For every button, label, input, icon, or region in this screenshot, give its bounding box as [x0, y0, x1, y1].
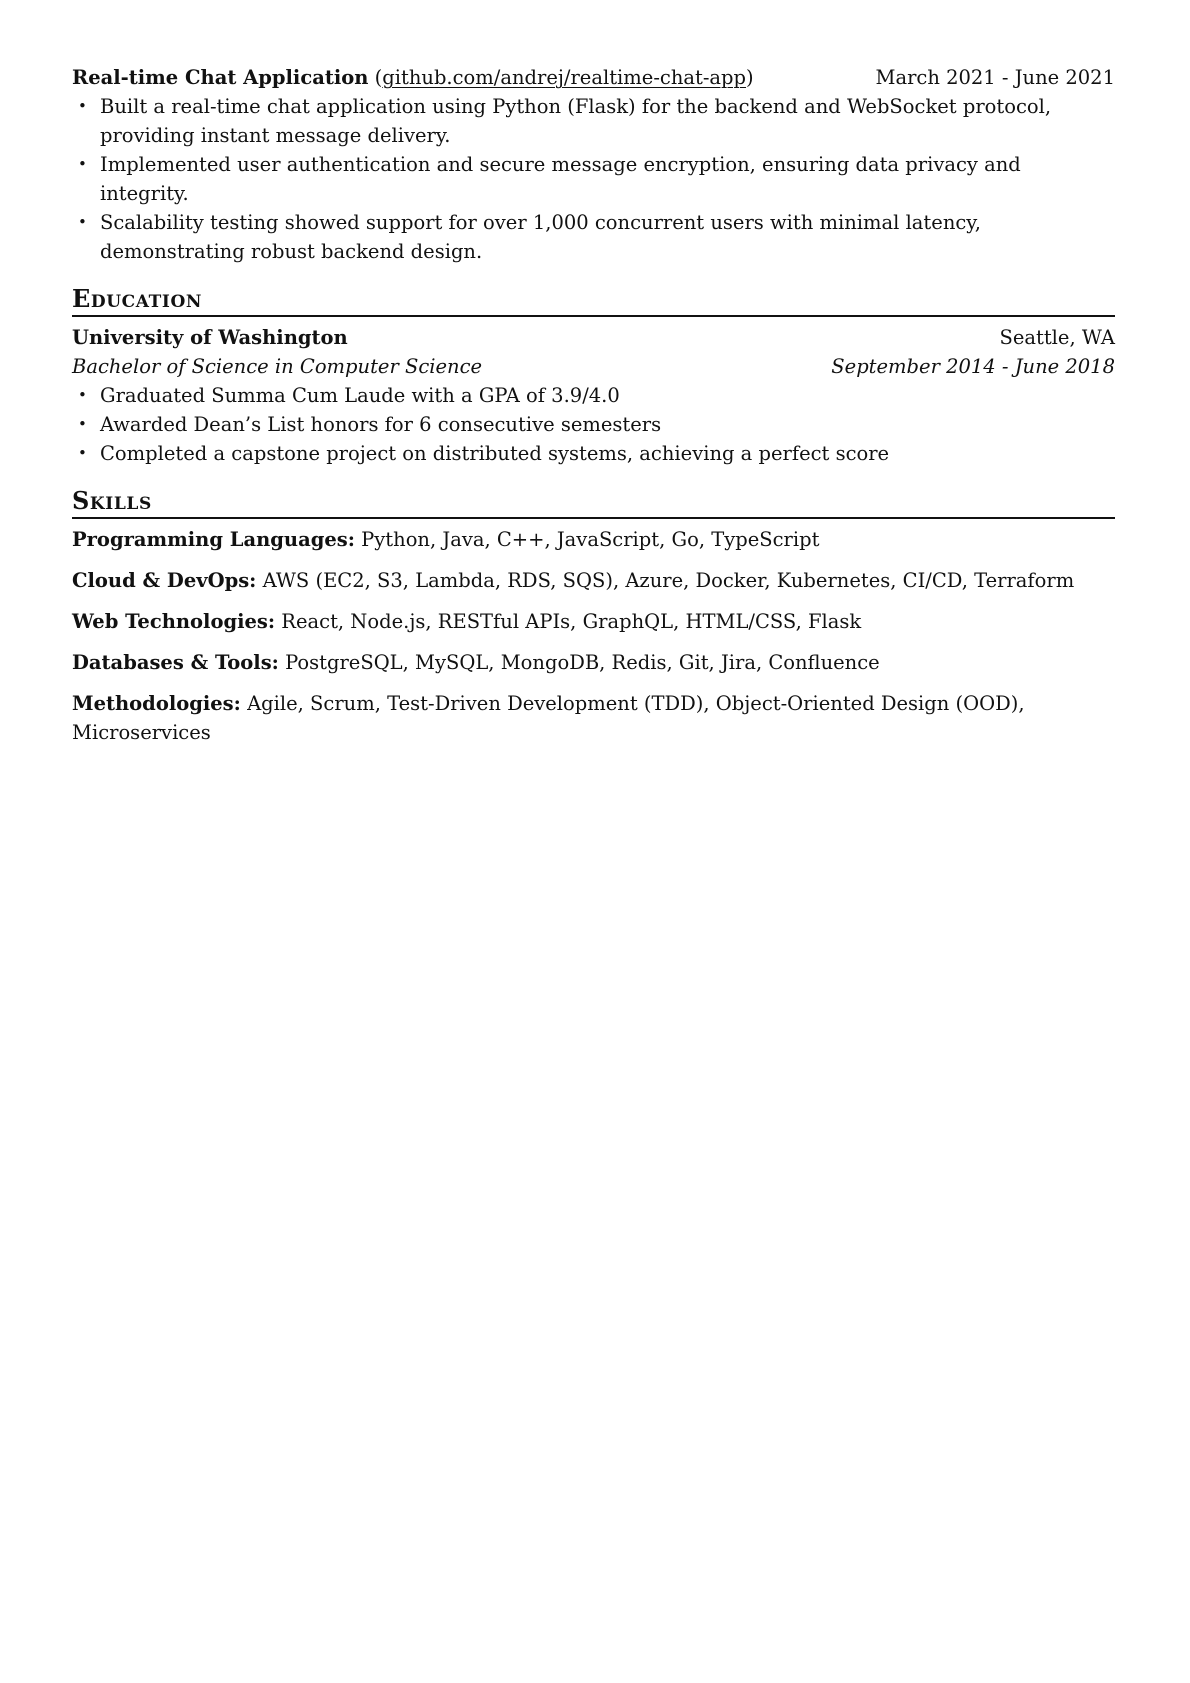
- skill-value: Python, Java, C++, JavaScript, Go, TypeScript: [361, 528, 820, 551]
- bullet-icon: •: [78, 155, 87, 173]
- skill-cloud-devops: [72, 566, 1115, 595]
- list-item: [72, 381, 1115, 410]
- skill-label: Programming Languages:: [72, 528, 355, 551]
- school-location: Seattle, WA: [999, 326, 1115, 349]
- skill-label: Cloud & DevOps:: [72, 569, 257, 592]
- list-item: [72, 208, 1115, 266]
- project-dates: March 2021 - June 2021: [875, 66, 1115, 89]
- skill-label: Databases & Tools:: [72, 651, 279, 674]
- skill-methodologies: [72, 689, 1115, 747]
- list-item: [72, 439, 1115, 468]
- project-link-open: (: [374, 66, 383, 89]
- project-link-close: ): [746, 66, 754, 89]
- skill-value: PostgreSQL, MySQL, MongoDB, Redis, Git, Jira, Confluence: [285, 651, 880, 674]
- project-header: [72, 63, 1115, 92]
- skill-label: Web Technologies:: [72, 610, 276, 633]
- skill-label: Methodologies:: [72, 692, 241, 715]
- bullet-text: Scalability testing showed support for over 1,000 concurrent users with minimal latency, demonstrating robust backend design.: [100, 211, 981, 263]
- bullet-text: Awarded Dean’s List honors for 6 consecutive semesters: [100, 413, 662, 436]
- bullet-text: Implemented user authentication and secure message encryption, ensuring data privacy and integrity.: [100, 153, 1021, 205]
- skill-value: AWS (EC2, S3, Lambda, RDS, SQS), Azure, Docker, Kubernetes, CI/CD, Terraform: [262, 569, 1075, 592]
- project-link[interactable]: github.com/andrej/realtime-chat-app: [382, 66, 747, 89]
- education-section: [72, 284, 1115, 468]
- bullet-icon: •: [78, 386, 87, 404]
- education-heading: Education: [72, 284, 1115, 317]
- bullet-icon: •: [78, 97, 87, 115]
- list-item: [72, 150, 1115, 208]
- project-title-line: [72, 63, 754, 92]
- education-bullets: [72, 381, 1115, 468]
- education-school-row: [72, 323, 1115, 352]
- skill-web-technologies: [72, 607, 1115, 636]
- list-item: [72, 410, 1115, 439]
- bullet-text: Graduated Summa Cum Laude with a GPA of 3.9/4.0: [100, 384, 620, 407]
- skills-section: [72, 486, 1115, 747]
- skill-value: React, Node.js, RESTful APIs, GraphQL, HTML/CSS, Flask: [281, 610, 862, 633]
- bullet-icon: •: [78, 444, 87, 462]
- project-bullets: [72, 92, 1115, 266]
- bullet-icon: •: [78, 213, 87, 231]
- school-name: University of Washington: [72, 326, 348, 349]
- project-entry: [72, 63, 1115, 266]
- bullet-text: Completed a capstone project on distributed systems, achieving a perfect score: [100, 442, 890, 465]
- skill-databases-tools: [72, 648, 1115, 677]
- project-title: Real-time Chat Application: [72, 66, 369, 89]
- education-dates: September 2014 - June 2018: [831, 355, 1115, 378]
- skill-value: Agile, Scrum, Test-Driven Development (TDD), Object-Oriented Design (OOD), Microservices: [72, 692, 1025, 744]
- skill-programming-languages: [72, 525, 1115, 554]
- education-degree-row: [72, 352, 1115, 381]
- degree-name: Bachelor of Science in Computer Science: [72, 355, 483, 378]
- bullet-icon: •: [78, 415, 87, 433]
- skills-heading: Skills: [72, 486, 1115, 519]
- bullet-text: Built a real-time chat application using Python (Flask) for the backend and WebSocket protocol, providing instant message delivery.: [100, 95, 1052, 147]
- list-item: [72, 92, 1115, 150]
